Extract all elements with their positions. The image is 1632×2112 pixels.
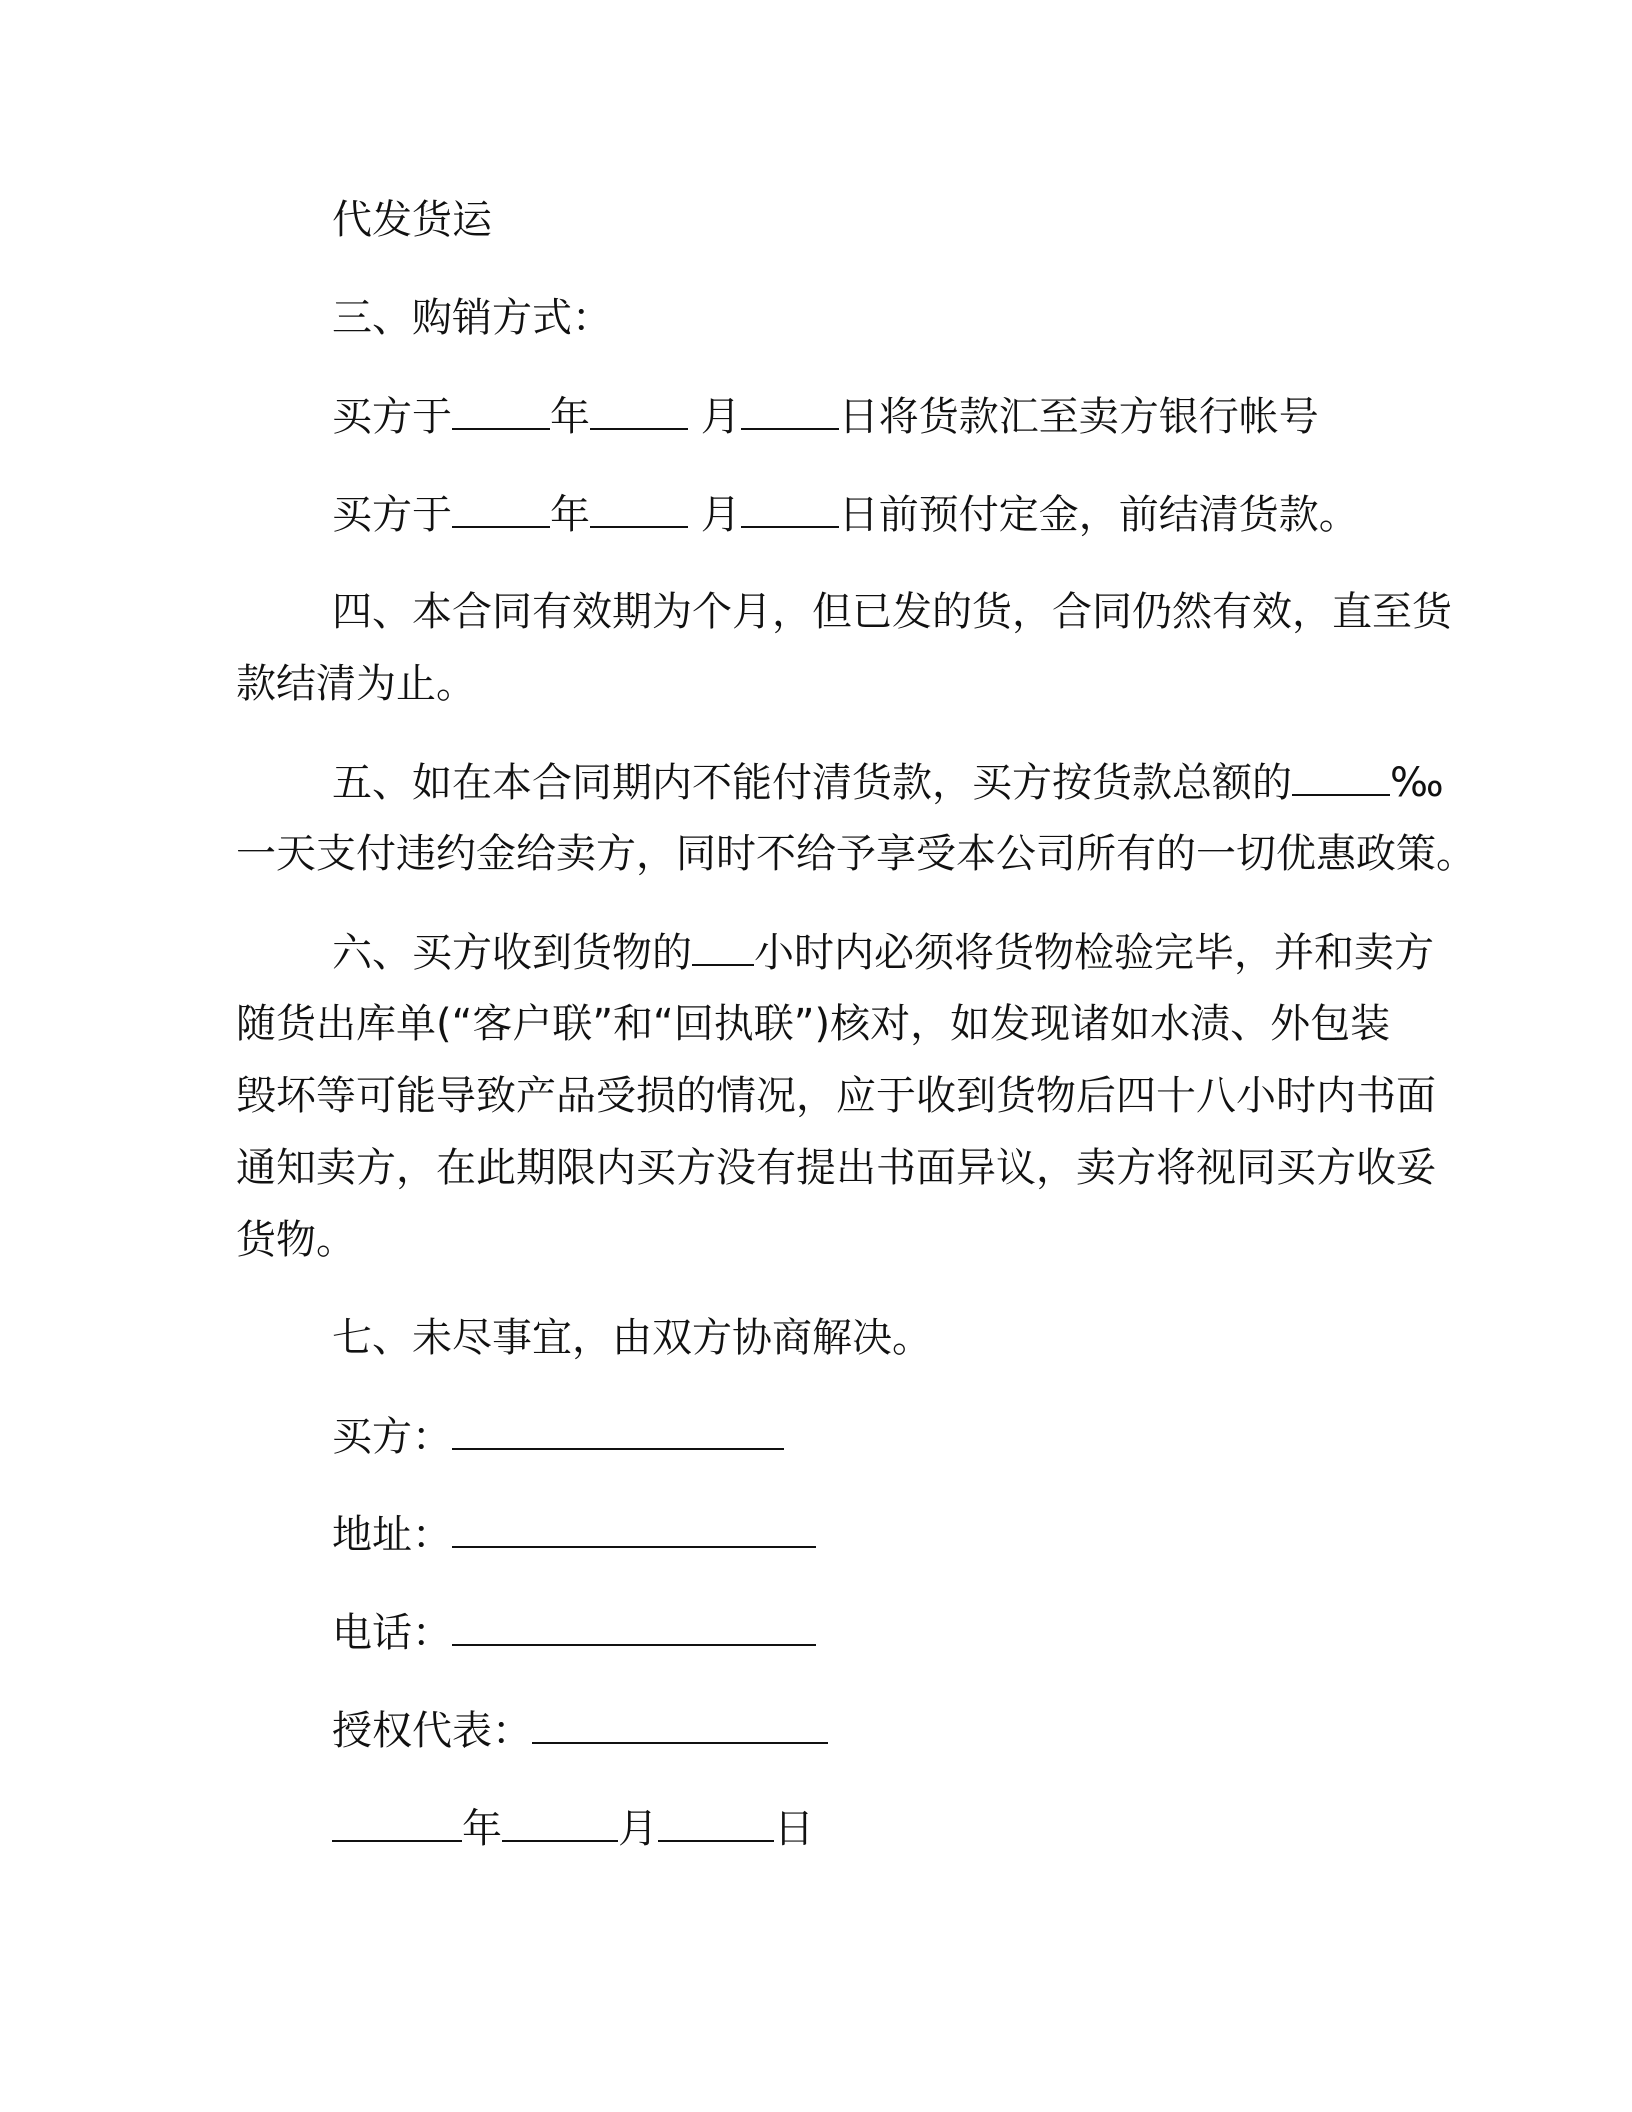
- representative-blank[interactable]: [532, 1706, 828, 1744]
- text-segment: 买方于: [332, 394, 452, 440]
- year-blank[interactable]: [332, 1804, 462, 1842]
- text-line: [236, 1000, 1390, 1048]
- representative-field: [332, 1706, 828, 1754]
- text-segment: 小时内必须将货物检验完毕，并和卖方: [754, 930, 1434, 976]
- text-segment: 款结清为止。: [236, 661, 476, 707]
- field-label: 授权代表：: [332, 1708, 532, 1754]
- text-segment: 买方于: [332, 492, 452, 538]
- text-segment: 代发货运: [332, 197, 492, 243]
- text-segment: 年: [462, 1806, 502, 1852]
- text-line: [332, 196, 492, 244]
- field-label: 电话：: [332, 1610, 452, 1656]
- text-line: [332, 1314, 932, 1362]
- deposit-date-line: [332, 490, 1359, 538]
- phone-field: [332, 1608, 816, 1656]
- text-segment: 日: [774, 1806, 814, 1852]
- month-blank[interactable]: [590, 490, 688, 528]
- day-blank[interactable]: [741, 490, 839, 528]
- text-segment: ‰: [1390, 760, 1444, 806]
- text-segment: 一天支付违约金给卖方，同时不给予享受本公司所有的一切优惠政策。: [236, 831, 1476, 877]
- field-label: 地址：: [332, 1512, 452, 1558]
- year-blank[interactable]: [452, 392, 550, 430]
- inspection-line: [332, 928, 1434, 976]
- text-segment: 月: [688, 394, 741, 440]
- text-line: [236, 1072, 1436, 1120]
- signature-date-line: [332, 1804, 814, 1852]
- day-blank[interactable]: [741, 392, 839, 430]
- text-segment: 年: [550, 394, 590, 440]
- rate-blank[interactable]: [1292, 758, 1390, 796]
- text-line: [236, 1216, 356, 1264]
- text-segment: 七、未尽事宜，由双方协商解决。: [332, 1315, 932, 1361]
- text-line: [236, 1144, 1436, 1192]
- text-line: [236, 660, 476, 708]
- text-segment: 年: [550, 492, 590, 538]
- text-segment: 四、本合同有效期为个月，但已发的货，合同仍然有效，直至货: [332, 589, 1452, 635]
- text-segment: 六、买方收到货物的: [332, 930, 692, 976]
- text-segment: 五、如在本合同期内不能付清货款，买方按货款总额的: [332, 760, 1292, 806]
- text-segment: 月: [688, 492, 741, 538]
- text-line: [236, 830, 1476, 878]
- text-line: [332, 588, 1452, 636]
- year-blank[interactable]: [452, 490, 550, 528]
- day-blank[interactable]: [658, 1804, 774, 1842]
- field-label: 买方：: [332, 1414, 452, 1460]
- address-field: [332, 1510, 816, 1558]
- address-blank[interactable]: [452, 1510, 816, 1548]
- text-segment: 日前预付定金，前结清货款。: [838, 492, 1359, 538]
- phone-blank[interactable]: [452, 1608, 816, 1646]
- month-blank[interactable]: [502, 1804, 618, 1842]
- text-segment: 日将货款汇至卖方银行帐号: [838, 394, 1319, 440]
- hours-blank[interactable]: [692, 928, 754, 966]
- buyer-field: [332, 1412, 784, 1460]
- penalty-line: [332, 758, 1444, 806]
- payment-date-line: [332, 392, 1319, 440]
- text-segment: 三、购销方式：: [332, 295, 612, 341]
- buyer-blank[interactable]: [452, 1412, 784, 1450]
- text-segment: 随货出库单(“客户联”和“回执联”)核对，如发现诸如水渍、外包装: [236, 1001, 1391, 1047]
- month-blank[interactable]: [590, 392, 688, 430]
- text-segment: 月: [618, 1806, 658, 1852]
- text-segment: 货物。: [236, 1217, 356, 1263]
- text-segment: 毁坏等可能导致产品受损的情况，应于收到货物后四十八小时内书面: [236, 1073, 1436, 1119]
- section-heading: [332, 294, 612, 342]
- text-segment: 通知卖方，在此期限内买方没有提出书面异议，卖方将视同买方收妥: [236, 1145, 1436, 1191]
